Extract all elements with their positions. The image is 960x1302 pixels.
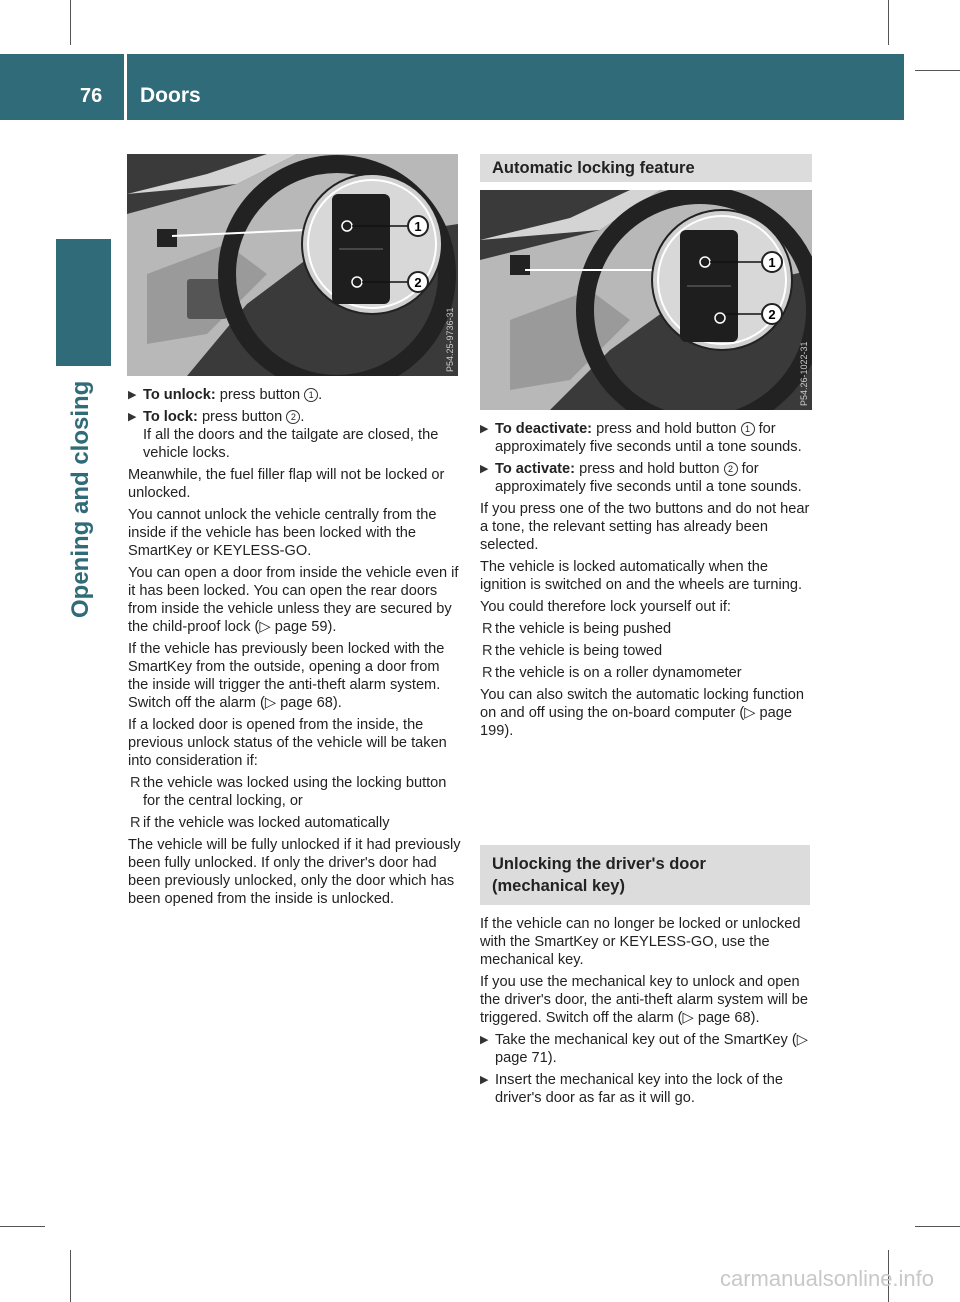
paragraph-text: You can open a door from inside the vehicle even if it has been locked. You can open the rear doors from inside the vehicle unless they are secured by the child-proof lock <box>128 565 459 635</box>
figure-code: P54.25-9736-31 <box>445 307 455 372</box>
paragraph-text: If the vehicle has previously been locked with the SmartKey from the outside, opening a door from the inside will trigger the anti-theft alarm system. Switch off the alarm ( <box>128 641 445 711</box>
page-ref-icon: ▷ <box>259 619 271 635</box>
crop-mark <box>70 0 71 45</box>
bullet-icon: R <box>130 775 141 791</box>
figure-automatic-locking-buttons <box>480 190 812 410</box>
door-panel-illustration <box>127 154 458 376</box>
crop-mark <box>888 0 889 45</box>
page-number: 76 <box>80 85 103 107</box>
left-column <box>128 386 463 912</box>
list-item <box>480 642 815 660</box>
callout-2: 2 <box>768 307 776 322</box>
arrow-right-icon: ▶ <box>128 411 137 423</box>
paragraph: You can also switch the automatic locking function on and off using the on-board computer (▷ page 199). <box>480 687 804 739</box>
step-label: To deactivate: <box>495 421 593 437</box>
step-label: To lock: <box>143 409 198 425</box>
step-activate <box>480 460 815 496</box>
arrow-right-icon: ▶ <box>480 1034 489 1046</box>
crop-mark <box>915 70 960 71</box>
page-ref-icon: ▷ <box>796 1032 808 1048</box>
door-panel-illustration <box>480 190 812 410</box>
list-item-text: if the vehicle was locked automatically <box>143 815 390 831</box>
page-ref[interactable]: page 68 <box>697 1010 751 1026</box>
arrow-right-icon: ▶ <box>128 389 137 401</box>
side-tab-label-box <box>63 378 93 618</box>
step-unlock: ▶ To unlock: press button 1 . <box>128 387 323 403</box>
page-ref[interactable]: page 68 <box>280 695 333 711</box>
page-ref-icon: ▷ <box>264 695 277 711</box>
page-title: Doors <box>140 84 201 107</box>
paragraph: You cannot unlock the vehicle centrally from the inside if the vehicle has been locked with the SmartKey or KEYLESS-GO. <box>128 507 437 559</box>
bullet-icon: R <box>130 815 141 831</box>
step-text: press button <box>201 409 283 425</box>
paragraph-text: You can also switch the automatic locking function on and off using the on-board computer ( <box>480 687 804 721</box>
crop-mark <box>70 1250 71 1302</box>
button-ref: 2 <box>286 410 300 424</box>
paragraph: If the vehicle has previously been locked with the SmartKey from the outside, opening a door from the inside will trigger the anti-theft alarm system. Switch off the alarm (▷ page 68). <box>128 641 445 711</box>
button-ref: 1 <box>304 388 318 402</box>
crop-mark <box>0 1226 45 1227</box>
step-deactivate <box>480 420 815 456</box>
side-tab <box>56 239 111 366</box>
list-item-text: the vehicle is being pushed <box>495 621 672 637</box>
right-column-section2 <box>480 845 815 1111</box>
arrow-right-icon: ▶ <box>480 423 489 435</box>
page-ref[interactable]: page 59 <box>274 619 328 635</box>
figure-door-lock-buttons <box>127 154 458 376</box>
arrow-right-icon: ▶ <box>480 463 489 475</box>
paragraph: Meanwhile, the fuel filler flap will not be locked or unlocked. <box>128 467 445 501</box>
step-note: If all the doors and the tailgate are closed, the vehicle locks. <box>143 427 439 461</box>
callout-1: 1 <box>768 255 776 270</box>
list-item <box>128 814 463 832</box>
step-text: press and hold button <box>579 461 720 477</box>
list-item-text: the vehicle is being towed <box>495 643 663 659</box>
bullet-icon: R <box>482 621 493 637</box>
paragraph: You could therefore lock yourself out if: <box>480 599 731 615</box>
list-item <box>480 664 815 682</box>
section-heading <box>480 154 812 182</box>
paragraph: If you press one of the two buttons and do not hear a tone, the relevant setting has already been selected. <box>480 501 810 553</box>
step-text: Take the mechanical key out of the SmartKey ( <box>495 1032 797 1048</box>
step-text: for approximately five seconds until a tone sounds. <box>495 421 802 455</box>
section-heading-text: Unlocking the driver's door (mechanical key) <box>492 855 706 895</box>
right-column-text <box>480 420 815 744</box>
paragraph: If the vehicle can no longer be locked or unlocked with the SmartKey or KEYLESS-GO, use the mechanical key. <box>480 916 801 968</box>
step-text: press and hold button <box>596 421 737 437</box>
button-ref: 2 <box>724 462 738 476</box>
bullet-icon: R <box>482 643 493 659</box>
page-ref-icon: ▷ <box>744 705 756 721</box>
paragraph: The vehicle will be fully unlocked if it had previously been fully unlocked. If only the driver's door had been previously unlocked, only the door which has been opened from the inside is unlocked. <box>128 837 461 907</box>
header-separator <box>124 54 127 120</box>
page-ref-icon: ▷ <box>682 1010 694 1026</box>
step-label: To unlock: <box>143 387 216 403</box>
bullet-icon: R <box>482 665 493 681</box>
list-item <box>480 620 815 638</box>
page-ref[interactable]: page 71 <box>495 1050 548 1066</box>
page-ref[interactable]: page 199 <box>480 705 792 739</box>
list-item <box>128 774 463 810</box>
step-text: for approximately five seconds until a tone sounds. <box>495 461 802 495</box>
watermark: carmanualsonline.info <box>720 1266 935 1291</box>
arrow-right-icon: ▶ <box>480 1074 489 1086</box>
section-heading <box>480 845 810 905</box>
paragraph: You can open a door from inside the vehicle even if it has been locked. You can open the rear doors from inside the vehicle unless they are secured by the child-proof lock (▷ page 59). <box>128 565 459 635</box>
button-ref: 1 <box>741 422 755 436</box>
side-tab-label: Opening and closing <box>67 380 94 618</box>
paragraph: If you use the mechanical key to unlock and open the driver's door, the anti-theft alarm system will be triggered. Switch off the alarm (▷ page 68). <box>480 974 809 1026</box>
step-text: press button <box>219 387 301 403</box>
list-item-text: the vehicle is on a roller dynamometer <box>495 665 742 681</box>
callout-2: 2 <box>414 275 422 290</box>
step-text: Insert the mechanical key into the lock of the driver's door as far as it will go. <box>495 1072 783 1106</box>
figure-code: P54.26-1022-31 <box>799 341 809 406</box>
step-lock: ▶ To lock: press button 2 . If all the doors and the tailgate are closed, the vehicle locks. <box>128 409 439 461</box>
step-insert-key <box>480 1071 815 1107</box>
right-column <box>480 154 812 190</box>
paragraph: If a locked door is opened from the inside, the previous unlock status of the vehicle will be taken into consideration if: <box>128 717 447 769</box>
section-heading-text: Automatic locking feature <box>492 159 695 177</box>
crop-mark <box>915 1226 960 1227</box>
callout-1: 1 <box>414 219 422 234</box>
step-label: To activate: <box>495 461 576 477</box>
list-item-text: the vehicle was locked using the locking button for the central locking, or <box>143 775 447 809</box>
step-take-key: ▶ Take the mechanical key out of the SmartKey (▷ page 71). <box>480 1032 808 1066</box>
paragraph-text: If you use the mechanical key to unlock and open the driver's door, the anti-theft alarm system will be triggered. Switch off the alarm <box>480 974 809 1026</box>
page-header <box>0 54 904 120</box>
paragraph: The vehicle is locked automatically when the ignition is switched on and the wheels are turning. <box>480 559 803 593</box>
